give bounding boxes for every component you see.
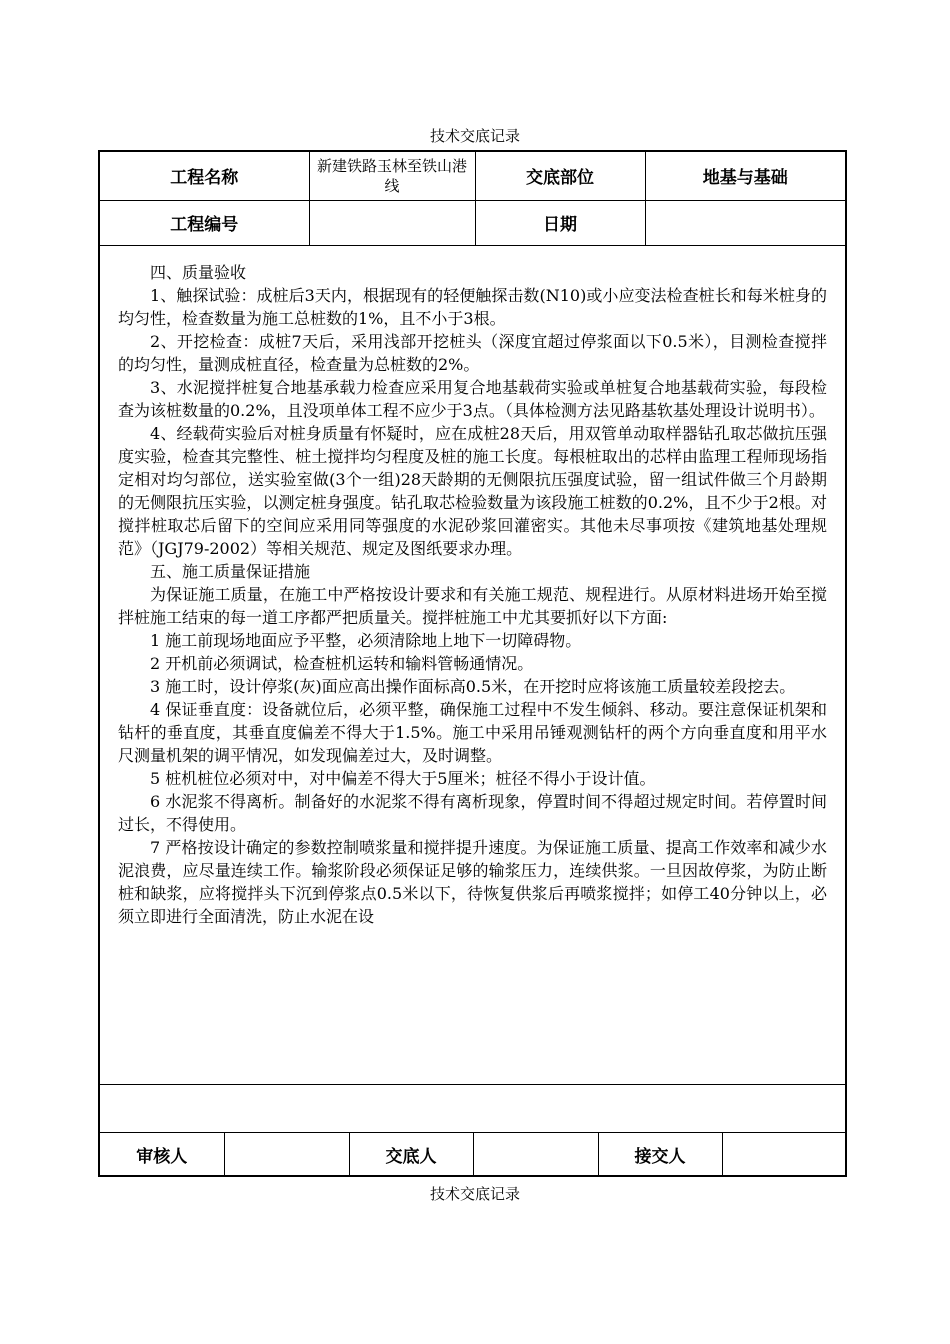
project-name-value: 新建铁路玉林至铁山港线 xyxy=(309,152,475,200)
paragraph: 2、开挖检查：成桩7天后，采用浅部开挖桩头（深度宜超过停浆面以下0.5米），目测检查搅拌的均匀性，量测成桩直径，检查量为总桩数的2%。 xyxy=(118,332,827,374)
reviewer-value xyxy=(224,1133,349,1176)
paragraph: 3 施工时，设计停浆(灰)面应高出操作面标高0.5米，在开挖时应将该施工质量较差段挖去。 xyxy=(150,677,796,696)
disclosure-content xyxy=(100,247,845,1085)
paragraph: 7 严格按设计确定的参数控制喷浆量和搅拌提升速度。为保证施工质量、提高工作效率和减少水泥浪费，应尽量连续工作。输浆阶段必须保证足够的输浆压力，连续供浆。一旦因故停浆，为防止断桩和缺浆，应将搅拌头下沉到停浆点0.5米以下，待恢复供浆后再喷浆搅拌；如停工40分钟以上，必须立即进行全面清洗，防止水泥在设 xyxy=(118,838,827,926)
date-label: 日期 xyxy=(475,200,645,245)
receiver-value xyxy=(722,1133,845,1176)
paragraph: 1、触探试验：成桩后3天内，根据现有的轻便触探击数(N10)或小应变法检查桩长和每米桩身的均匀性，检查数量为施工总桩数的1%，且不小于3根。 xyxy=(118,286,827,328)
paragraph: 6 水泥浆不得离析。制备好的水泥浆不得有离析现象，停置时间不得超过规定时间。若停置时间过长，不得使用。 xyxy=(118,792,827,834)
paragraph: 5 桩机桩位必须对中，对中偏差不得大于5厘米；桩径不得小于设计值。 xyxy=(150,769,656,788)
receiver-label: 接交人 xyxy=(598,1133,722,1176)
project-no-label: 工程编号 xyxy=(100,200,309,245)
part-value: 地基与基础 xyxy=(645,152,845,200)
part-label: 交底部位 xyxy=(475,152,645,200)
paragraph: 1 施工前现场地面应予平整，必须清除地上地下一切障碍物。 xyxy=(150,631,582,650)
reviewer-label: 审核人 xyxy=(100,1133,224,1176)
signature-table xyxy=(100,1132,845,1175)
paragraph: 为保证施工质量，在施工中严格按设计要求和有关施工规范、规程进行。从原材料进场开始至搅拌桩施工结束的每一道工序都严把质量关。搅拌桩施工中尤其要抓好以下方面: xyxy=(118,585,827,627)
disclosure-sheet xyxy=(98,150,847,1177)
discloser-label: 交底人 xyxy=(349,1133,473,1176)
section-heading: 四、质量验收 xyxy=(150,263,247,282)
project-no-value xyxy=(309,200,475,245)
section-heading: 五、施工质量保证措施 xyxy=(150,562,311,581)
paragraph: 4 保证垂直度：设备就位后，必须平整，确保施工过程中不发生倾斜、移动。要注意保证机架和钻杆的垂直度，其垂直度偏差不得大于1.5%。施工中采用吊锤观测钻杆的两个方向垂直度和用平水尺测量机架的调平情况，如发现偏差过大，及时调整。 xyxy=(118,700,827,765)
paragraph: 3、水泥搅拌桩复合地基承载力检查应采用复合地基载荷实验或单桩复合地基载荷实验，每段检查为该桩数量的0.2%，且没项单体工程不应少于3点。（具体检测方法见路基软基处理设计说明书）。 xyxy=(118,378,827,420)
header-table xyxy=(100,152,845,246)
paragraph: 2 开机前必须调试，检查桩机运转和输料管畅通情况。 xyxy=(150,654,534,673)
discloser-value xyxy=(473,1133,598,1176)
project-name-label: 工程名称 xyxy=(100,152,309,200)
document-title-bottom: 技术交底记录 xyxy=(429,1185,520,1203)
paragraph: 4、经载荷实验后对桩身质量有怀疑时，应在成桩28天后，用双管单动取样器钻孔取芯做抗压强度实验，检查其完整性、桩土搅拌均匀程度及桩的施工长度。每根桩取出的芯样由监理工程师现场指定相对均匀部位，送实验室做(3个一组)28天龄期的无侧限抗压强度试验，留一组试件做三个月龄期的无侧限抗压实验，以测定桩身强度。钻孔取芯检验数量为该段施工桩数的0.2%，且不少于2根。对搅拌桩取芯后留下的空间应采用同等强度的水泥砂浆回灌密实。其他未尽事项按《建筑地基处理规范》（JGJ79-2002）等相关规范、规定及图纸要求办理。 xyxy=(118,424,827,558)
date-value xyxy=(645,200,845,245)
document-title-top: 技术交底记录 xyxy=(429,127,520,145)
